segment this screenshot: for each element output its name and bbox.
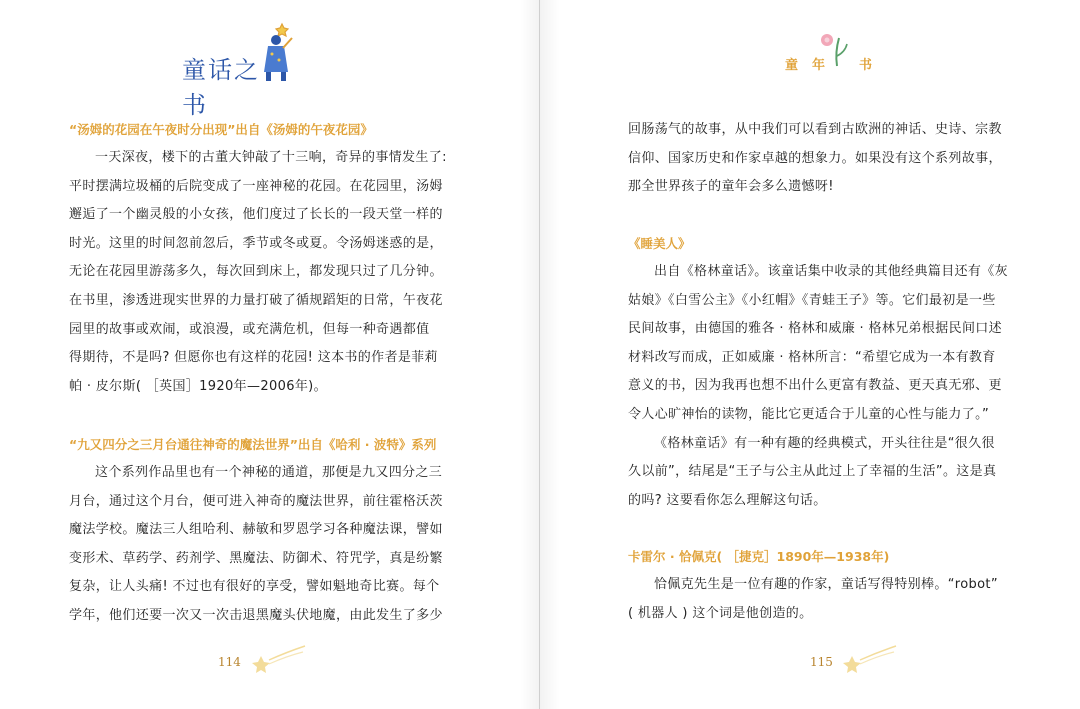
body-line: 回肠荡气的故事，从中我们可以看到古欧洲的神话、史诗、宗教 xyxy=(628,122,1002,137)
body-line: 令人心旷神怡的读物，能比它更适合于儿童的心性与能力了。” xyxy=(628,406,990,422)
body-line: 久以前”，结尾是“王子与公主从此过上了幸福的生活”。这是真 xyxy=(628,464,997,480)
continuation-text xyxy=(628,116,1013,202)
section-heading: “汤姆的花园在午夜时分出现”出自《汤姆的午夜花园》 xyxy=(69,122,373,137)
page-number: 115 xyxy=(810,655,833,669)
body-line: 出自《格林童话》。该童话集中收录的其他经典篇目还有《灰 xyxy=(654,264,1008,279)
body-line: 这个系列作品里也有一个神秘的通道，那便是九又四分之三 xyxy=(95,465,443,480)
section-heading: 卡雷尔 · 恰佩克( ［捷克］1890年—1938年) xyxy=(628,549,890,564)
section-karel-capek xyxy=(628,543,1013,628)
body-line: 的吗? 这要看你怎么理解这句话。 xyxy=(628,492,827,508)
body-line: 民间故事，由德国的雅各 · 格林和威廉 · 格林兄弟根据民间口述 xyxy=(628,321,1002,337)
body-line: 邂逅了一个幽灵般的小女孩，他们度过了长长的一段天堂一样的 xyxy=(69,207,443,223)
body-line: 帕 · 皮尔斯( ［英国］1920年—2006年)。 xyxy=(69,378,327,394)
body-line: 一天深夜，楼下的古董大钟敲了十三响，奇异的事情发生了: xyxy=(95,150,447,165)
body-line: 那全世界孩子的童年会多么遗憾呀! xyxy=(628,179,834,195)
left-logo-title: 童话之书 xyxy=(182,56,260,119)
shooting-star-icon xyxy=(838,640,898,680)
body-line: 《格林童话》有一种有趣的经典模式，开头往往是“很久很 xyxy=(654,435,995,451)
section-harry-potter xyxy=(69,431,454,631)
body-line: 学年，他们还要一次又一次击退黑魔头伏地魔，由此发生了多少 xyxy=(69,607,443,623)
right-page xyxy=(540,0,1080,709)
body-line: 得期待，不是吗? 但愿你也有这样的花园! 这本书的作者是菲莉 xyxy=(69,350,438,366)
reading-child-illustration xyxy=(252,20,302,84)
body-line: 变形术、草药学、药剂学、黑魔法、防御术、符咒学，真是纷繁 xyxy=(69,550,443,566)
left-header-logo xyxy=(182,20,322,119)
body-line: ( 机器人 ) 这个词是他创造的。 xyxy=(628,605,813,621)
page-number: 114 xyxy=(218,655,241,669)
body-line: 在书里，渗透进现实世界的力量打破了循规蹈矩的日常，午夜花 xyxy=(69,292,443,308)
body-line: 复杂，让人头痛! 不过也有很好的享受，譬如魁地奇比赛。每个 xyxy=(69,579,440,595)
section-heading: 《睡美人》 xyxy=(628,236,691,251)
right-header-logo xyxy=(785,30,885,80)
body-line: 材料改写而成，正如威廉 · 格林所言：“希望它成为一本有教育 xyxy=(628,349,996,365)
section-toms-garden xyxy=(69,116,454,401)
body-line: 信仰、国家历史和作家卓越的想象力。如果没有这个系列故事， xyxy=(628,150,1002,166)
body-line: 意义的书，因为我再也想不出什么更富有教益、更天真无邪、更 xyxy=(628,378,1002,394)
body-line: 恰佩克先生是一位有趣的作家，童话写得特别棒。“robot” xyxy=(654,577,998,592)
body-line: 无论在花园里游荡多久，每次回到床上，都发现只过了几分钟。 xyxy=(69,264,443,280)
body-line: 时光。这里的时间忽前忽后，季节或冬或夏。令汤姆迷惑的是， xyxy=(69,235,443,251)
body-line: 平时摆满垃圾桶的后院变成了一座神秘的花园。在花园里，汤姆 xyxy=(69,178,443,194)
right-logo-title: 童 年 书 xyxy=(785,58,875,73)
section-sleeping-beauty xyxy=(628,230,1013,515)
shooting-star-icon xyxy=(247,640,307,680)
section-heading: “九又四分之三月台通往神奇的魔法世界”出自《哈利 · 波特》系列 xyxy=(69,437,437,452)
body-line: 月台，通过这个月台，便可进入神奇的魔法世界，前往霍格沃茨 xyxy=(69,493,443,509)
body-line: 园里的故事或欢闹，或浪漫，或充满危机，但每一种奇遇都值 xyxy=(69,321,430,337)
body-line: 姑娘》《白雪公主》《小红帽》《青蛙王子》等。它们最初是一些 xyxy=(628,292,996,308)
body-line: 魔法学校。魔法三人组哈利、赫敏和罗恩学习各种魔法课，譬如 xyxy=(69,522,443,538)
